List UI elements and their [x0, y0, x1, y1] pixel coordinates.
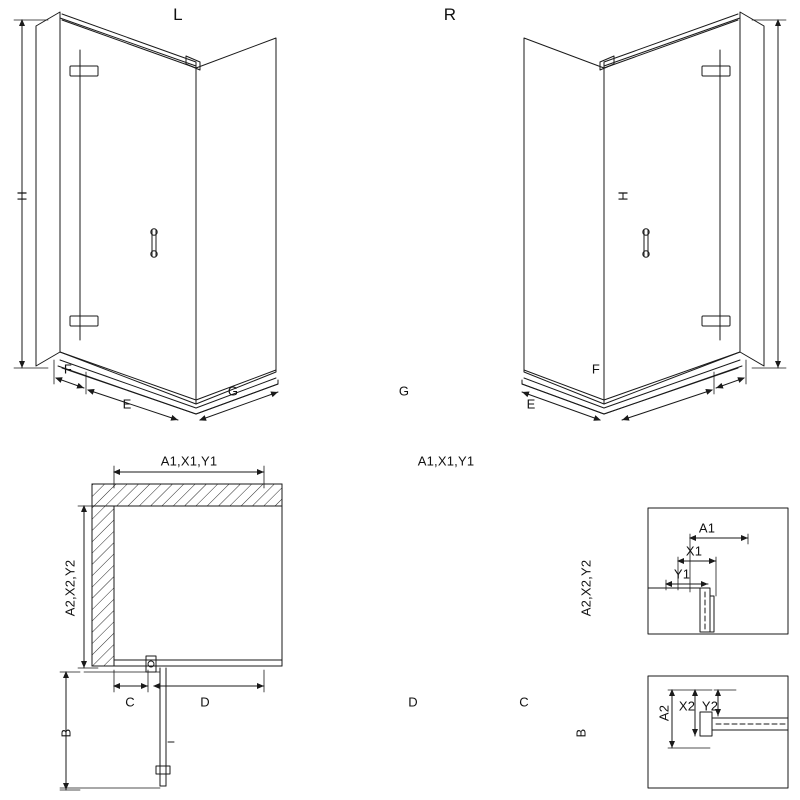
label-y2-detail: Y2: [701, 698, 719, 714]
label-h-left: H: [14, 191, 30, 201]
label-c-right: C: [519, 694, 529, 710]
label-g-left: G: [227, 383, 239, 399]
label-a1x1y1-left: A1,X1,Y1: [160, 453, 218, 469]
label-x2-detail: X2: [678, 698, 696, 714]
label-f-left: F: [63, 361, 73, 377]
label-a2x2y2-right: A2,X2,Y2: [578, 559, 594, 617]
label-d-right: D: [408, 694, 418, 710]
label-e-right: E: [526, 396, 536, 412]
detail-bottom-geometry: [648, 676, 788, 788]
label-d-left: D: [200, 694, 210, 710]
label-g-right: G: [398, 383, 410, 399]
iso-left-geometry: [14, 12, 278, 420]
label-b-right: B: [573, 728, 589, 738]
label-y1-detail: Y1: [673, 566, 691, 582]
label-a2-detail: A2: [656, 704, 672, 722]
label-a1-detail: A1: [698, 520, 716, 536]
iso-right-geometry: [522, 12, 786, 420]
label-x1-detail: X1: [685, 543, 703, 559]
label-handing-right: R: [443, 5, 457, 24]
label-a2x2y2-left: A2,X2,Y2: [62, 559, 78, 617]
label-a1x1y1-right: A1,X1,Y1: [417, 453, 475, 469]
label-f-right: F: [591, 361, 601, 377]
detail-top-geometry: [648, 508, 788, 634]
label-handing-left: L: [173, 5, 183, 24]
label-c-left: C: [125, 694, 135, 710]
label-h-right: H: [615, 191, 631, 201]
label-e-left: E: [122, 396, 132, 412]
label-b-left: B: [58, 728, 74, 738]
plan-left-geometry: [60, 466, 282, 790]
